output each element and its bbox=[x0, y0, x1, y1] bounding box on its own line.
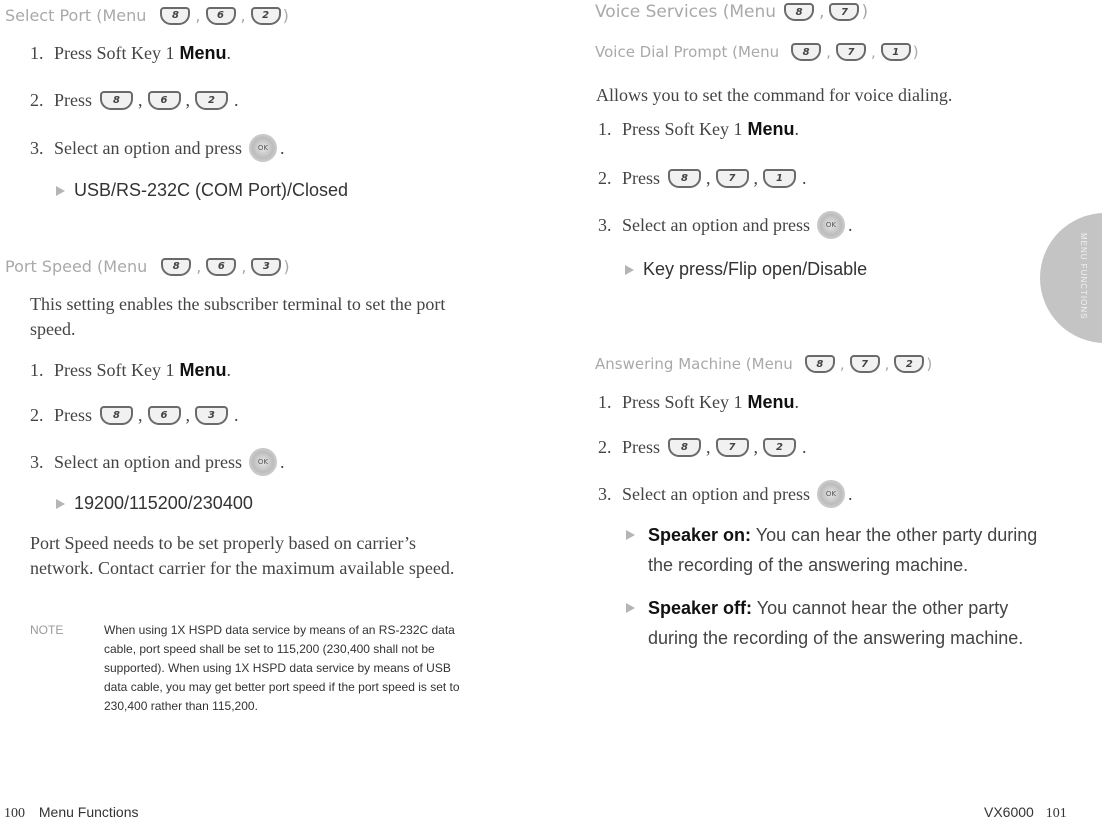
key-6-icon: 6 bbox=[206, 7, 236, 25]
option-speaker-off: Speaker off: You cannot hear the other party during the recording of the answering machine. bbox=[648, 593, 1048, 653]
step-1: 1. Press Soft Key 1 Menu . bbox=[30, 360, 231, 380]
arrow-bullet-icon bbox=[56, 186, 65, 196]
heading-text: Select Port (Menu bbox=[5, 6, 147, 25]
voice-dial-prompt-heading: Voice Dial Prompt (Menu 8 , 7 , 1 ) bbox=[595, 43, 919, 61]
menu-label: Menu bbox=[179, 360, 227, 380]
key-8-icon: 8 bbox=[160, 7, 190, 25]
option-list: USB/RS-232C (COM Port)/Closed bbox=[56, 180, 348, 201]
step-3: 3. Select an option and press OK . bbox=[30, 448, 284, 476]
left-footer bbox=[4, 804, 139, 822]
key-2-icon: 2 bbox=[763, 438, 796, 457]
key-8-icon: 8 bbox=[100, 91, 133, 110]
key-3-icon: 3 bbox=[251, 258, 281, 276]
step-2: 2. Press 8 , 7 , 1 . bbox=[598, 168, 807, 188]
key-1-icon: 1 bbox=[881, 43, 911, 61]
key-8-icon: 8 bbox=[161, 258, 191, 276]
voice-dial-description: Allows you to set the command for voice dialing. bbox=[596, 85, 953, 105]
ok-button-icon: OK bbox=[817, 480, 845, 508]
note-text: When using 1X HSPD data service by means of an RS-232C data cable, port speed shall be set to 115,200 (230,400 shall not be supported). When using 1X HSPD data service by means of USB data cable, you may get better port speed if the port speed is set to 230,400 rather than 115,200. bbox=[104, 623, 460, 713]
key-8-icon: 8 bbox=[784, 3, 814, 21]
key-2-icon: 2 bbox=[195, 91, 228, 110]
note-label: NOTE bbox=[30, 623, 64, 637]
key-7-icon: 7 bbox=[716, 438, 749, 457]
menu-label: Menu bbox=[747, 392, 795, 412]
side-tab-label: MENU FUNCTIONS bbox=[1079, 232, 1088, 320]
key-7-icon: 7 bbox=[829, 3, 859, 21]
heading-text: Voice Dial Prompt (Menu bbox=[595, 43, 780, 61]
step-1: 1. Press Soft Key 1 Menu . bbox=[598, 392, 799, 412]
side-tab bbox=[1040, 213, 1102, 343]
heading-text: Voice Services (Menu bbox=[595, 2, 777, 22]
key-7-icon: 7 bbox=[836, 43, 866, 61]
key-2-icon: 2 bbox=[251, 7, 281, 25]
step-3: 3. Select an option and press OK . bbox=[598, 480, 852, 508]
port-speed-description: This setting enables the subscriber terminal to set the port speed. bbox=[30, 294, 446, 339]
step-1: 1. Press Soft Key 1 Menu . bbox=[30, 43, 231, 63]
key-7-icon: 7 bbox=[716, 169, 749, 188]
key-8-icon: 8 bbox=[668, 438, 701, 457]
menu-label: Menu bbox=[747, 119, 795, 139]
option-speaker-on: Speaker on: You can hear the other party during the recording of the answering machine. bbox=[648, 520, 1048, 580]
page-number: 101 bbox=[1045, 806, 1067, 821]
key-6-icon: 6 bbox=[206, 258, 236, 276]
step-3: 3. Select an option and press OK . bbox=[30, 134, 284, 162]
key-8-icon: 8 bbox=[100, 406, 133, 425]
port-speed-heading: Port Speed (Menu 8 , 6 , 3 ) bbox=[5, 257, 290, 276]
right-footer bbox=[984, 804, 1067, 822]
page-number: 100 bbox=[4, 806, 25, 821]
arrow-bullet-icon bbox=[626, 603, 635, 613]
option-list: Key press/Flip open/Disable bbox=[625, 259, 867, 280]
step-2: 2. Press 8 , 7 , 2 . bbox=[598, 437, 807, 457]
key-3-icon: 3 bbox=[195, 406, 228, 425]
key-1-icon: 1 bbox=[763, 169, 796, 188]
select-port-heading: Select Port (Menu 8 , 6 , 2 ) bbox=[5, 6, 289, 25]
port-speed-note-paragraph: Port Speed needs to be set properly based on carrier’s network. Contact carrier for the maximum available speed. bbox=[30, 533, 455, 578]
step-2: 2. Press 8 , 6 , 3 . bbox=[30, 405, 239, 425]
key-8-icon: 8 bbox=[805, 355, 835, 373]
heading-text: Port Speed (Menu bbox=[5, 257, 148, 276]
footer-label: VX6000 bbox=[984, 804, 1034, 820]
arrow-bullet-icon bbox=[626, 530, 635, 540]
answering-machine-heading: Answering Machine (Menu 8 , 7 , 2 ) bbox=[595, 355, 933, 373]
key-6-icon: 6 bbox=[148, 91, 181, 110]
step-3: 3. Select an option and press OK . bbox=[598, 211, 852, 239]
ok-button-icon: OK bbox=[817, 211, 845, 239]
ok-button-icon: OK bbox=[249, 448, 277, 476]
step-2: 2. Press 8 , 6 , 2 . bbox=[30, 90, 239, 110]
key-8-icon: 8 bbox=[791, 43, 821, 61]
key-2-icon: 2 bbox=[894, 355, 924, 373]
option-list: 19200/115200/230400 bbox=[56, 493, 253, 514]
menu-label: Menu bbox=[179, 43, 227, 63]
step-1: 1. Press Soft Key 1 Menu . bbox=[598, 119, 799, 139]
key-6-icon: 6 bbox=[148, 406, 181, 425]
arrow-bullet-icon bbox=[625, 265, 634, 275]
key-7-icon: 7 bbox=[850, 355, 880, 373]
heading-text: Answering Machine (Menu bbox=[595, 355, 793, 373]
footer-label: Menu Functions bbox=[38, 804, 139, 820]
ok-button-icon: OK bbox=[249, 134, 277, 162]
voice-services-heading: Voice Services (Menu 8 , 7 ) bbox=[595, 2, 869, 22]
key-8-icon: 8 bbox=[668, 169, 701, 188]
arrow-bullet-icon bbox=[56, 499, 65, 509]
